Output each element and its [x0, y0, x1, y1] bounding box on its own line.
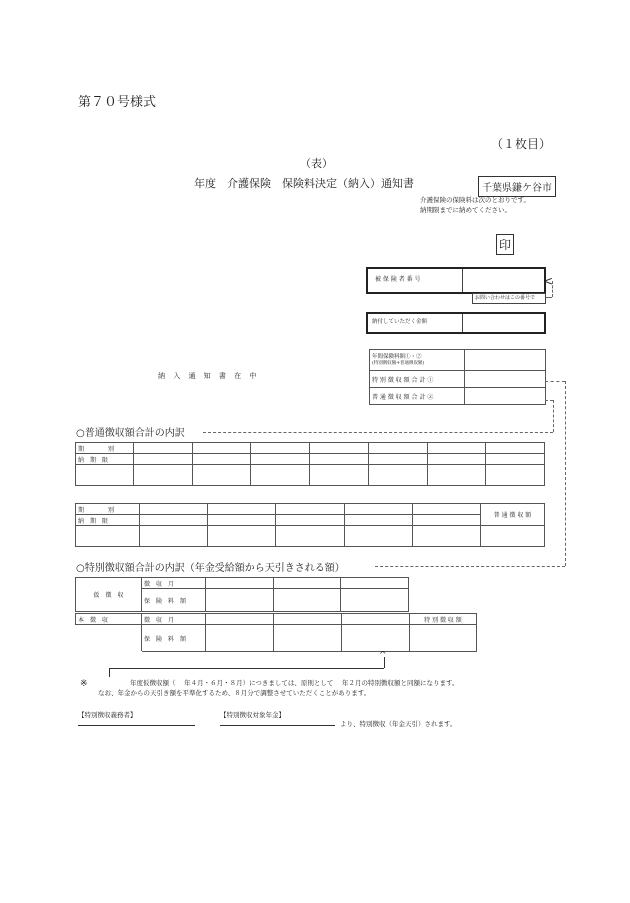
special-section-title: ○特別徴収額合計の内訳（年金受給額から天引きされる額） — [76, 563, 345, 574]
special-total-value — [465, 371, 546, 388]
form-number: 第７０号様式 — [78, 95, 157, 110]
obligor-label: 【特別徴収義務者】 — [78, 711, 137, 719]
form-title: 年度 介護保険 保険料決定（納入）通知書 — [194, 177, 414, 190]
inquiry-connector — [552, 281, 553, 297]
main-collection-table — [75, 613, 477, 652]
arrow-line-left — [109, 668, 110, 677]
enclosed-text: 納 入 通 知 書 在 中 — [158, 372, 260, 380]
collection-text: より、特別徴収（年金天引）されます。 — [340, 720, 457, 728]
amount-due-box — [366, 312, 546, 334]
seal-mark: 印 — [499, 238, 512, 252]
connector-normal-top — [545, 400, 553, 401]
connector-special-top — [545, 381, 565, 382]
table-row — [76, 625, 477, 652]
due-label-2: 納 期 限 — [76, 515, 140, 526]
insured-number-label: 被 保 険 者 番 号 — [375, 276, 421, 283]
normal-schedule-table-1 — [75, 442, 545, 486]
table-row — [76, 465, 545, 486]
arrow-left-icon: < — [543, 274, 554, 288]
table-row — [76, 526, 545, 547]
provisional-label: 仮 徴 収 — [76, 578, 142, 612]
connector-normal-bottom — [203, 432, 553, 433]
note-line-2: なお、年金からの天引き額を平準化するため、８月分で調整させていただくことがあります。 — [98, 689, 371, 697]
annual-premium-sub: (特別徴収額+普通徴収額) — [372, 360, 425, 366]
page-indicator: （１枚目） — [491, 137, 552, 151]
main-label: 本 徴 収 — [76, 614, 142, 625]
month-label: 徴 収 月 — [142, 578, 206, 589]
annual-premium-cell — [370, 350, 465, 371]
obligor-line — [78, 725, 195, 726]
connector-special-bottom — [375, 566, 565, 567]
table-row — [76, 454, 545, 465]
table-row — [370, 371, 546, 388]
amount-due-label: 納付していただく金額 — [372, 319, 428, 325]
table-row — [370, 350, 546, 371]
normal-amount-label: 普 通 徴 収 額 — [481, 504, 545, 526]
municipality-name: 千葉県鎌ケ谷市 — [482, 183, 552, 194]
notice-line-1: 介護保険の保険料は次のとおりです。 — [420, 196, 530, 204]
table-row — [370, 388, 546, 405]
amount-due-divider — [462, 314, 463, 332]
annual-premium-label: 年間保険料額①・② — [372, 353, 422, 360]
note-mark: ※ — [80, 679, 88, 689]
normal-section-title: ○普通徴収額合計の内訳 — [76, 428, 185, 439]
premium-label-2: 保 険 料 額 — [142, 625, 206, 652]
normal-total-label: 普 通 徴 収 額 合 計 ② — [370, 388, 465, 405]
note-line-1: 年度仮徴収額（ 年４月・６月・８月）につきましては、原則として 年２月の特別徴収額と同額になります。 — [130, 679, 459, 687]
inquiry-note-box — [472, 293, 546, 304]
arrow-up-icon: ^ — [379, 651, 387, 661]
table-row — [76, 443, 545, 454]
arrow-line — [109, 668, 384, 669]
due-label: 納 期 限 — [76, 454, 134, 465]
insured-number-box — [366, 267, 546, 294]
provisional-table — [75, 577, 409, 612]
connector-normal-right — [553, 400, 554, 432]
inquiry-connector-h — [546, 297, 552, 298]
notice-line-2: 納期限までに納めてください。 — [420, 206, 511, 214]
table-row — [76, 614, 477, 625]
normal-total-value — [465, 388, 546, 405]
premium-label: 保 険 料 額 — [142, 589, 206, 612]
period-label-2: 期 別 — [76, 504, 140, 515]
period-label: 期 別 — [76, 443, 134, 454]
special-total-label: 特 別 徴 収 額 合 計 ① — [370, 371, 465, 388]
inquiry-note: お問い合わせはこの番号で — [475, 295, 536, 301]
municipality-box — [478, 176, 556, 197]
front-label: （表） — [300, 157, 333, 170]
table-row — [76, 578, 409, 589]
special-amount-label: 特 別 徴 収 額 — [410, 614, 477, 625]
connector-special-right — [565, 381, 566, 566]
pension-line — [220, 725, 335, 726]
month-label-2: 徴 収 月 — [142, 614, 206, 625]
insured-number-divider — [462, 269, 463, 292]
seal-box — [496, 234, 514, 255]
normal-schedule-table-2 — [75, 503, 545, 547]
pension-label: 【特別徴収対象年金】 — [220, 711, 285, 719]
premium-summary-table — [369, 349, 546, 405]
table-row — [76, 515, 545, 526]
table-row — [76, 504, 545, 515]
annual-premium-value — [465, 350, 546, 371]
